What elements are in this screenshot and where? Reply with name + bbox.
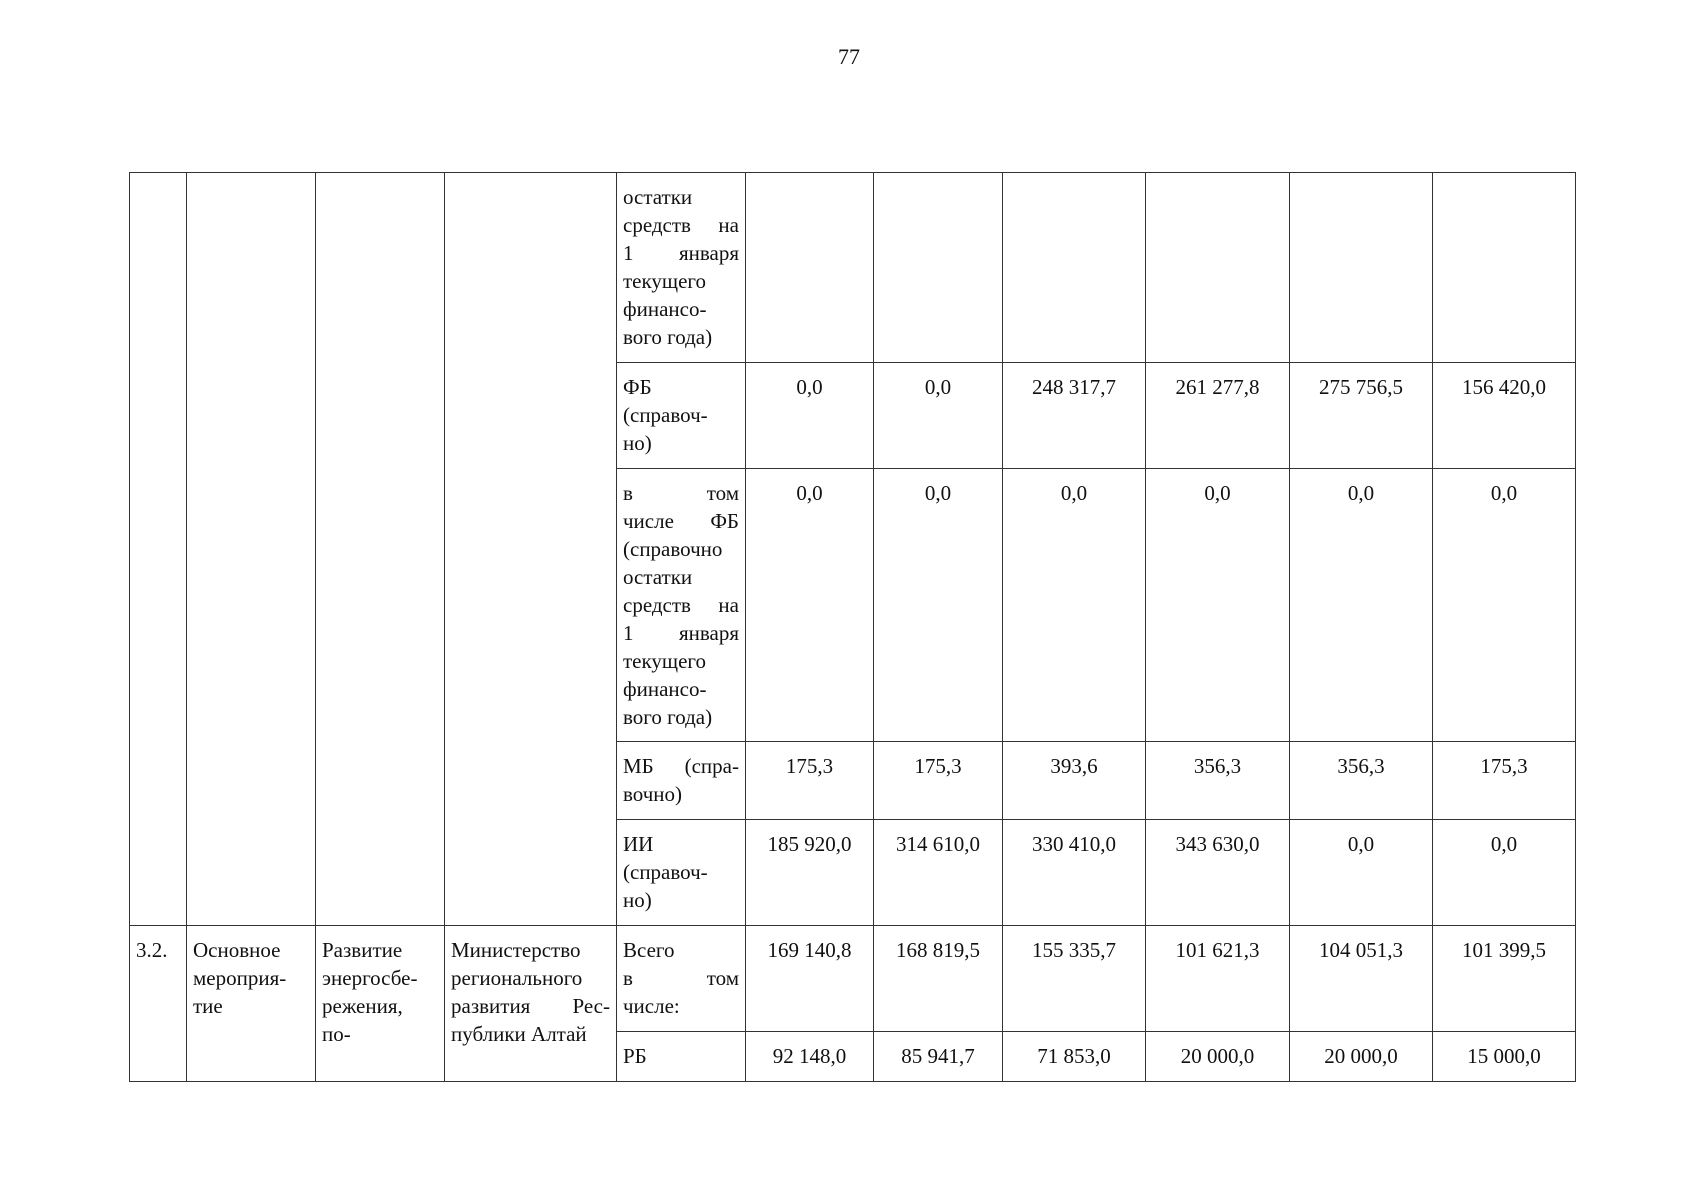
item-number-cell: 3.2. [130,926,187,1082]
value-cell-year-3: 248 317,7 [1003,363,1146,469]
cell-line: РБ [623,1044,647,1068]
item-executor-cell [445,926,617,1082]
value-cell-year-5: 356,3 [1290,742,1433,820]
cell-line: 1 января [623,241,739,265]
funding-source-cell [617,926,746,1032]
value-cell-year-2 [874,173,1003,363]
cell-line: в том [623,481,739,505]
funding-source-cell [617,742,746,820]
cell-line: тие [193,994,223,1018]
value-cell-year-3: 71 853,0 [1003,1032,1146,1082]
funding-source-cell [617,1032,746,1082]
cell-line: регионального [451,966,583,990]
cell-line: вого года) [623,705,713,729]
cell-line: Министерство [451,938,581,962]
value-cell-year-1: 185 920,0 [746,820,874,926]
value-cell-year-4: 0,0 [1146,469,1290,742]
cell-line: текущего [623,649,706,673]
cell-line: публики Алтай [451,1022,587,1046]
cell-line: 1 января [623,621,739,645]
value-cell-year-4: 20 000,0 [1146,1032,1290,1082]
cell-line: развития Рес- [451,994,610,1018]
value-cell-year-3: 0,0 [1003,469,1146,742]
cell-line: в том [623,966,739,990]
cell-line: Основное [193,938,281,962]
value-cell-year-3: 393,6 [1003,742,1146,820]
cell-line: вого года) [623,325,713,349]
value-cell-year-2: 0,0 [874,363,1003,469]
value-cell-year-4 [1146,173,1290,363]
cell-line: финансо- [623,677,707,701]
funding-source-cell [617,820,746,926]
item-name-cell [316,926,445,1082]
cell-line: ИИ [623,832,654,856]
value-cell-year-2: 0,0 [874,469,1003,742]
cell-line: Развитие [322,938,403,962]
budget-table [129,172,1576,1082]
continued-cell [316,173,445,926]
value-cell-year-2: 175,3 [874,742,1003,820]
value-cell-year-1: 169 140,8 [746,926,874,1032]
item-type-cell [187,926,316,1082]
continued-cell [445,173,617,926]
cell-line: энергосбе- [322,966,418,990]
cell-line: (справоч- [623,403,708,427]
cell-line: мероприя- [193,966,287,990]
cell-line: по- [322,1022,351,1046]
cell-line: числе: [623,994,680,1018]
continued-cell [187,173,316,926]
page-number: 77 [838,44,860,69]
value-cell-year-5: 104 051,3 [1290,926,1433,1032]
cell-line: финансо- [623,297,707,321]
value-cell-year-5 [1290,173,1433,363]
funding-source-cell [617,173,746,363]
cell-line: остатки [623,565,693,589]
value-cell-year-3 [1003,173,1146,363]
cell-line: остатки [623,185,693,209]
value-cell-year-4: 261 277,8 [1146,363,1290,469]
value-cell-year-6: 15 000,0 [1433,1032,1576,1082]
value-cell-year-5: 20 000,0 [1290,1032,1433,1082]
value-cell-year-6: 175,3 [1433,742,1576,820]
funding-source-cell [617,363,746,469]
cell-line: средств на [623,593,739,617]
value-cell-year-5: 0,0 [1290,469,1433,742]
value-cell-year-3: 155 335,7 [1003,926,1146,1032]
value-cell-year-6: 0,0 [1433,469,1576,742]
value-cell-year-1: 92 148,0 [746,1032,874,1082]
cell-line: текущего [623,269,706,293]
table-row [130,173,1576,363]
value-cell-year-2: 314 610,0 [874,820,1003,926]
continued-cell [130,173,187,926]
cell-line: средств на [623,213,739,237]
value-cell-year-4: 101 621,3 [1146,926,1290,1032]
value-cell-year-4: 343 630,0 [1146,820,1290,926]
value-cell-year-2: 168 819,5 [874,926,1003,1032]
value-cell-year-2: 85 941,7 [874,1032,1003,1082]
value-cell-year-6: 101 399,5 [1433,926,1576,1032]
value-cell-year-1: 0,0 [746,363,874,469]
value-cell-year-1: 0,0 [746,469,874,742]
value-cell-year-6: 156 420,0 [1433,363,1576,469]
cell-line: ФБ [623,375,652,399]
value-cell-year-5: 0,0 [1290,820,1433,926]
value-cell-year-5: 275 756,5 [1290,363,1433,469]
cell-line: Всего [623,938,675,962]
value-cell-year-1: 175,3 [746,742,874,820]
value-cell-year-1 [746,173,874,363]
value-cell-year-6: 0,0 [1433,820,1576,926]
value-cell-year-4: 356,3 [1146,742,1290,820]
funding-source-cell [617,469,746,742]
cell-line: (справочно [623,537,723,561]
table-row [130,926,1576,1032]
cell-line: МБ (спра- [623,754,739,778]
value-cell-year-6 [1433,173,1576,363]
cell-line: но) [623,888,652,912]
cell-line: вочно) [623,782,683,806]
cell-line: числе ФБ [623,509,739,533]
cell-line: режения, [322,994,403,1018]
cell-line: но) [623,431,652,455]
value-cell-year-3: 330 410,0 [1003,820,1146,926]
cell-line: (справоч- [623,860,708,884]
